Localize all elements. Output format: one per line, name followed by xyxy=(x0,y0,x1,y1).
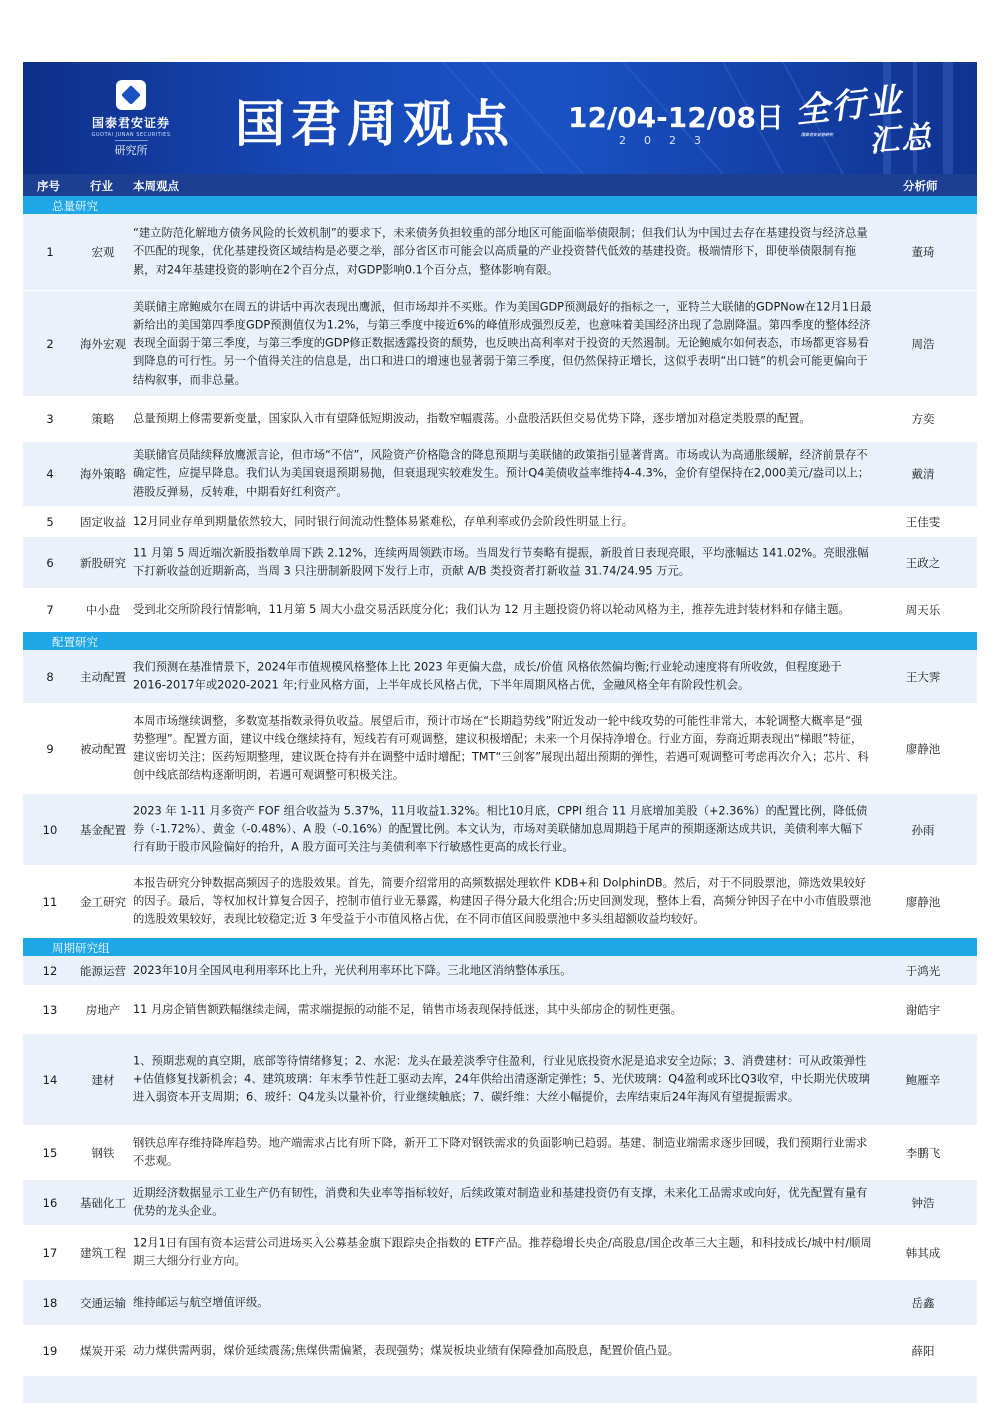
row-analyst: 董琦 xyxy=(911,245,935,259)
logo-name: 国泰君安证券 xyxy=(91,116,170,130)
row-num: 17 xyxy=(42,1245,58,1260)
row-industry: 海外策略 xyxy=(80,467,126,481)
table-row xyxy=(23,956,977,986)
row-industry: 金工研究 xyxy=(80,894,126,909)
table-row xyxy=(23,704,977,794)
company-logo-icon xyxy=(116,80,146,110)
table-row xyxy=(23,866,977,938)
row-analyst: 岳鑫 xyxy=(911,1295,935,1310)
row-view: 11 月第 5 周近端次新股指数单周下跌 2.12%，连续两周领跌市场。当周发行节奏略有提振，新股首日表现亮眼，平均涨幅达 141.02%。亮眼涨幅下打新收益创近期新高，当周 3 只注册制新股网下发行上市，贡献 A/B 类投资者打新收益 31.74/24.95 万元。 xyxy=(133,546,869,578)
section-title: 总量研究 xyxy=(52,199,98,213)
row-analyst: 王佳雯 xyxy=(905,514,941,529)
row-industry: 固定收益 xyxy=(80,514,126,529)
row-num: 1 xyxy=(46,245,54,259)
row-num: 2 xyxy=(46,336,54,351)
row-industry: 策略 xyxy=(91,412,115,426)
row-num: 10 xyxy=(42,822,58,837)
header-num: 序号 xyxy=(37,179,60,193)
row-view: 11 月房企销售额跌幅继续走阔，需求端提振的动能不足，销售市场表现保持低迷，其中头部房企的韧性更强。 xyxy=(133,1002,682,1016)
row-view: 我们预测在基准情景下，2024年市值规模风格整体上比 2023 年更偏大盘，成长/价值 风格依然偏均衡;行业轮动速度将有所收敛，但程度逊于 2016-2017年或2020-2021 年;行业风格方面，上半年成长风格占优，下半年周期风格占优，金融风格全年有阶段性机会。 xyxy=(133,660,842,692)
report-date-range: 12/04-12/08日 xyxy=(568,101,784,134)
table-row xyxy=(23,442,977,507)
row-analyst: 王大霁 xyxy=(905,669,941,684)
header-view: 本周观点 xyxy=(133,179,179,193)
table-row xyxy=(23,1226,977,1280)
row-industry: 海外宏观 xyxy=(80,336,126,351)
row-industry: 交通运输 xyxy=(80,1295,126,1310)
logo-english: GUOTAI JUNAN SECURITIES xyxy=(91,132,171,138)
row-num: 9 xyxy=(46,741,54,756)
section-bar xyxy=(23,938,977,956)
table-row xyxy=(23,507,977,537)
report-title: 国君周观点 xyxy=(235,95,515,153)
row-analyst: 孙雨 xyxy=(911,822,935,837)
section-title: 配置研究 xyxy=(52,635,98,649)
header-industry: 行业 xyxy=(90,179,113,193)
table-row xyxy=(23,794,977,866)
row-num: 19 xyxy=(42,1343,58,1358)
row-industry: 主动配置 xyxy=(80,669,126,684)
row-analyst: 周浩 xyxy=(911,336,935,351)
row-view: 本报告研究分钟数据高频因子的选股效果。首先，简要介绍常用的高频数据处理软件 KDB+和 DolphinDB。然后，对于不同股票池，筛选效果较好的因子。最后，等权加权计算复合因子，控制市值行业无暴露，构建因子得分最大化组合;历史回测发现，整体上看，高频分钟因子在中小市值股票池的选股效果较好，表现比较稳定;近 3 年受益于小市值风格占优，在不同市值区间股票池中多头组超额收益均较好。 xyxy=(133,876,872,926)
row-num: 15 xyxy=(42,1145,58,1160)
row-num: 8 xyxy=(46,669,54,684)
section-bar xyxy=(23,196,977,214)
row-num: 18 xyxy=(42,1295,58,1310)
table-row xyxy=(23,1280,977,1326)
header-analyst: 分析师 xyxy=(903,179,938,193)
row-analyst: 廖静池 xyxy=(905,741,941,756)
row-analyst: 于鸿光 xyxy=(905,963,941,978)
row-num: 6 xyxy=(46,555,54,570)
row-analyst: 方奕 xyxy=(911,412,935,426)
row-num: 7 xyxy=(46,603,54,617)
report-banner xyxy=(23,62,977,174)
brush-small-text: 国泰君安证券研究 xyxy=(801,132,833,137)
row-num: 13 xyxy=(42,1002,58,1017)
row-analyst: 鲍雁辛 xyxy=(905,1072,941,1087)
row-num: 4 xyxy=(46,467,54,481)
row-num: 3 xyxy=(46,412,54,426)
row-view: 动力煤供需两弱，煤价延续震荡;焦煤供需偏紧，表现强势；煤炭板块业绩有保障叠加高股息，配置价值凸显。 xyxy=(133,1343,680,1357)
row-industry: 房地产 xyxy=(85,1002,121,1017)
table-row xyxy=(23,291,977,397)
table-row xyxy=(23,650,977,704)
row-industry: 基金配置 xyxy=(80,822,126,837)
report-year: 2023 xyxy=(619,134,719,147)
row-analyst: 韩其成 xyxy=(905,1245,941,1260)
row-industry: 基础化工 xyxy=(80,1195,126,1210)
table-row xyxy=(23,1126,977,1180)
row-industry: 宏观 xyxy=(91,245,115,259)
report-page xyxy=(23,62,977,1403)
brush-line-1: 全行业 xyxy=(793,80,906,132)
row-num: 14 xyxy=(42,1072,58,1087)
row-industry: 建材 xyxy=(91,1072,115,1087)
table-row xyxy=(23,1326,977,1376)
table-row xyxy=(23,986,977,1034)
brush-calligraphy xyxy=(793,76,955,160)
row-analyst: 周天乐 xyxy=(905,603,941,617)
table-row xyxy=(23,589,977,632)
logo-department: 研究所 xyxy=(115,140,148,158)
table-row xyxy=(23,1180,977,1226)
row-analyst: 薛阳 xyxy=(911,1343,935,1358)
row-industry: 钢铁 xyxy=(91,1145,115,1160)
row-industry: 能源运营 xyxy=(80,963,126,978)
row-num: 5 xyxy=(46,514,54,529)
row-view: 美联储官员陆续释放鹰派言论，但市场“不信”，风险资产价格隐含的降息预期与美联储的政策指引显著背离。市场或认为高通胀缓解，经济前景存不确定性，应提早降息。我们认为美国衰退预期易抛，但衰退现实较难发生。预计Q4美债收益率维持4-4.3%，金价有望保持在2,000美元/盎司以上；港股反弹易，反转难，中期看好红利资产。 xyxy=(133,448,870,499)
row-view: 维持邮运与航空增值评级。 xyxy=(133,1295,269,1309)
table-row xyxy=(23,214,977,291)
section-bar xyxy=(23,632,977,650)
table-row xyxy=(23,1376,977,1403)
row-view: 总量预期上修需要新变量，国家队入市有望降低短期波动，指数窄幅震荡。小盘股活跃但交易优势下降，逐步增加对稳定类股票的配置。 xyxy=(133,411,811,425)
row-view: 12月同业存单到期量依然较大，同时银行间流动性整体易紧难松，存单利率或仍会阶段性明显上行。 xyxy=(133,514,634,528)
row-analyst: 廖静池 xyxy=(905,894,941,909)
row-analyst: 谢皓宇 xyxy=(905,1002,941,1017)
row-analyst: 戴清 xyxy=(911,467,935,481)
row-view: 近期经济数据显示工业生产仍有韧性，消费和失业率等指标较好，后续政策对制造业和基建投资仍有支撑，未来化工品需求或向好，优先配置有量有优势的龙头企业。 xyxy=(133,1186,868,1218)
section-title: 周期研究组 xyxy=(52,941,110,955)
row-view: 1、预期悲观的真空期，底部等待情绪修复；2、水泥：龙头在最差淡季守住盈利，行业见底投资水泥是追求安全边际；3、消费建材：可从政策弹性+估值修复找新机会；4、建筑玻璃：年末季节性赶工驱动去库，24年供给出清逐渐定弹性；5、光伏玻璃：Q4盈利或环比Q3收窄，中长期光伏玻璃进入弱资本开支周期；6、玻纤：Q4龙头以量补价，行业继续触底；7、碳纤维：大丝小幅提价，去库结束后24年海风有望提振需求。 xyxy=(133,1054,870,1104)
row-num: 16 xyxy=(42,1195,58,1210)
row-view: “建立防范化解地方债务风险的长效机制”的要求下，未来债务负担较重的部分地区可能面临举债限制；但我们认为中国过去存在基建投资与经济总量不匹配的现象，优化基建投资区域结构是必要之举，部分省区市可能会以高质量的产业投资替代低效的基建投资。极端情形下，即使举债限制有拖累，对24年基建投资的影响在2个百分点，对GDP影响0.1个百分点，整体影响有限。 xyxy=(133,226,868,277)
table-header xyxy=(23,174,977,196)
row-analyst: 王政之 xyxy=(905,555,941,570)
row-industry: 被动配置 xyxy=(80,741,126,756)
row-num: 11 xyxy=(42,894,58,909)
row-view: 本周市场继续调整，多数宽基指数录得负收益。展望后市，预计市场在“长期趋势线”附近发动一轮中线攻势的可能性非常大，本轮调整大概率是“强势整理”。配置方面，建议中线仓继续持有，短线若有可观调整，建议积极增配；未来一个月保持净增仓。行业方面，券商近期表现出“梯眼”特征，建议密切关注；医药短期整理，建议既仓持有并在调整中适时增配；TMT“三剑客”展现出超出预期的弹性，若遇可观调整可考虑再次介入；芯片、科创中线底部结构逐渐明朗，若遇可观调整可积极关注。 xyxy=(133,713,869,782)
row-view: 美联储主席鲍威尔在周五的讲话中再次表现出鹰派，但市场却并不买账。作为美国GDP预测最好的指标之一，亚特兰大联储的GDPNow在12月1日最新给出的美国第四季度GDP预测值仅为1.2%，与第三季度中接近6%的峰值形成强烈反差，也意味着美国经济出现了急剧降温。第四季度的整体经济表现全面弱于第三季度，与第三季度的GDP修正数据透露投资的颓势，也反映出高利率对于投资的天然遏制。无论鲍威尔如何表态，市场都更容易看到降息的可行性。另一个值得关注的信息是，出口和进口的增速也显著弱于第三季度，但仍然保持正增长，这似乎表明“出口链”的机会可能更偏向于结构叙事，而非总量。 xyxy=(133,299,872,386)
row-view: 钢铁总库存维持降库趋势。地产端需求占比有所下降，新开工下降对钢铁需求的负面影响已趋弱。基建、制造业端需求逐步回暖，我们预期行业需求不悲观。 xyxy=(133,1136,868,1168)
row-num: 12 xyxy=(42,963,58,978)
row-analyst: 钟浩 xyxy=(911,1195,935,1210)
row-view: 受到北交所阶段行情影响，11月第 5 周大小盘交易活跃度分化；我们认为 12 月主题投资仍将以轮动风格为主，推荐先进封装材料和存储主题。 xyxy=(133,602,850,616)
row-view: 12月1日有国有资本运营公司进场买入公募基金旗下跟踪央企指数的 ETF产品。推荐稳增长央企/高股息/国企改革三大主题，和科技成长/城中村/顺周期三大细分行业方向。 xyxy=(133,1236,872,1268)
row-industry: 建筑工程 xyxy=(80,1245,126,1260)
table-row xyxy=(23,397,977,442)
row-view: 2023 年 1-11 月多资产 FOF 组合收益为 5.37%，11月收益1.32%。相比10月底，CPPI 组合 11 月底增加美股（+2.36%）的配置比例，降低债券（-1.72%）、黄金（-0.48%）、A 股（-0.16%）的配置比例。本文认为，市场对美联储加息周期趋于尾声的预期逐渐达成共识，美债利率大幅下行有助于股市风险偏好的抬升，A 股方面可关注与美债利率下行敏感性更高的成长行业。 xyxy=(133,804,868,854)
row-analyst: 李鹏飞 xyxy=(905,1145,941,1160)
table-row xyxy=(23,1034,977,1126)
brush-line-2: 汇总 xyxy=(868,119,935,160)
row-industry: 煤炭开采 xyxy=(80,1343,126,1358)
row-industry: 新股研究 xyxy=(80,555,126,570)
row-industry: 中小盘 xyxy=(85,603,121,617)
row-view: 2023年10月全国风电利用率环比上升，光伏利用率环比下降。三北地区消纳整体承压。 xyxy=(133,963,572,977)
company-logo xyxy=(81,80,181,158)
table-row xyxy=(23,537,977,589)
